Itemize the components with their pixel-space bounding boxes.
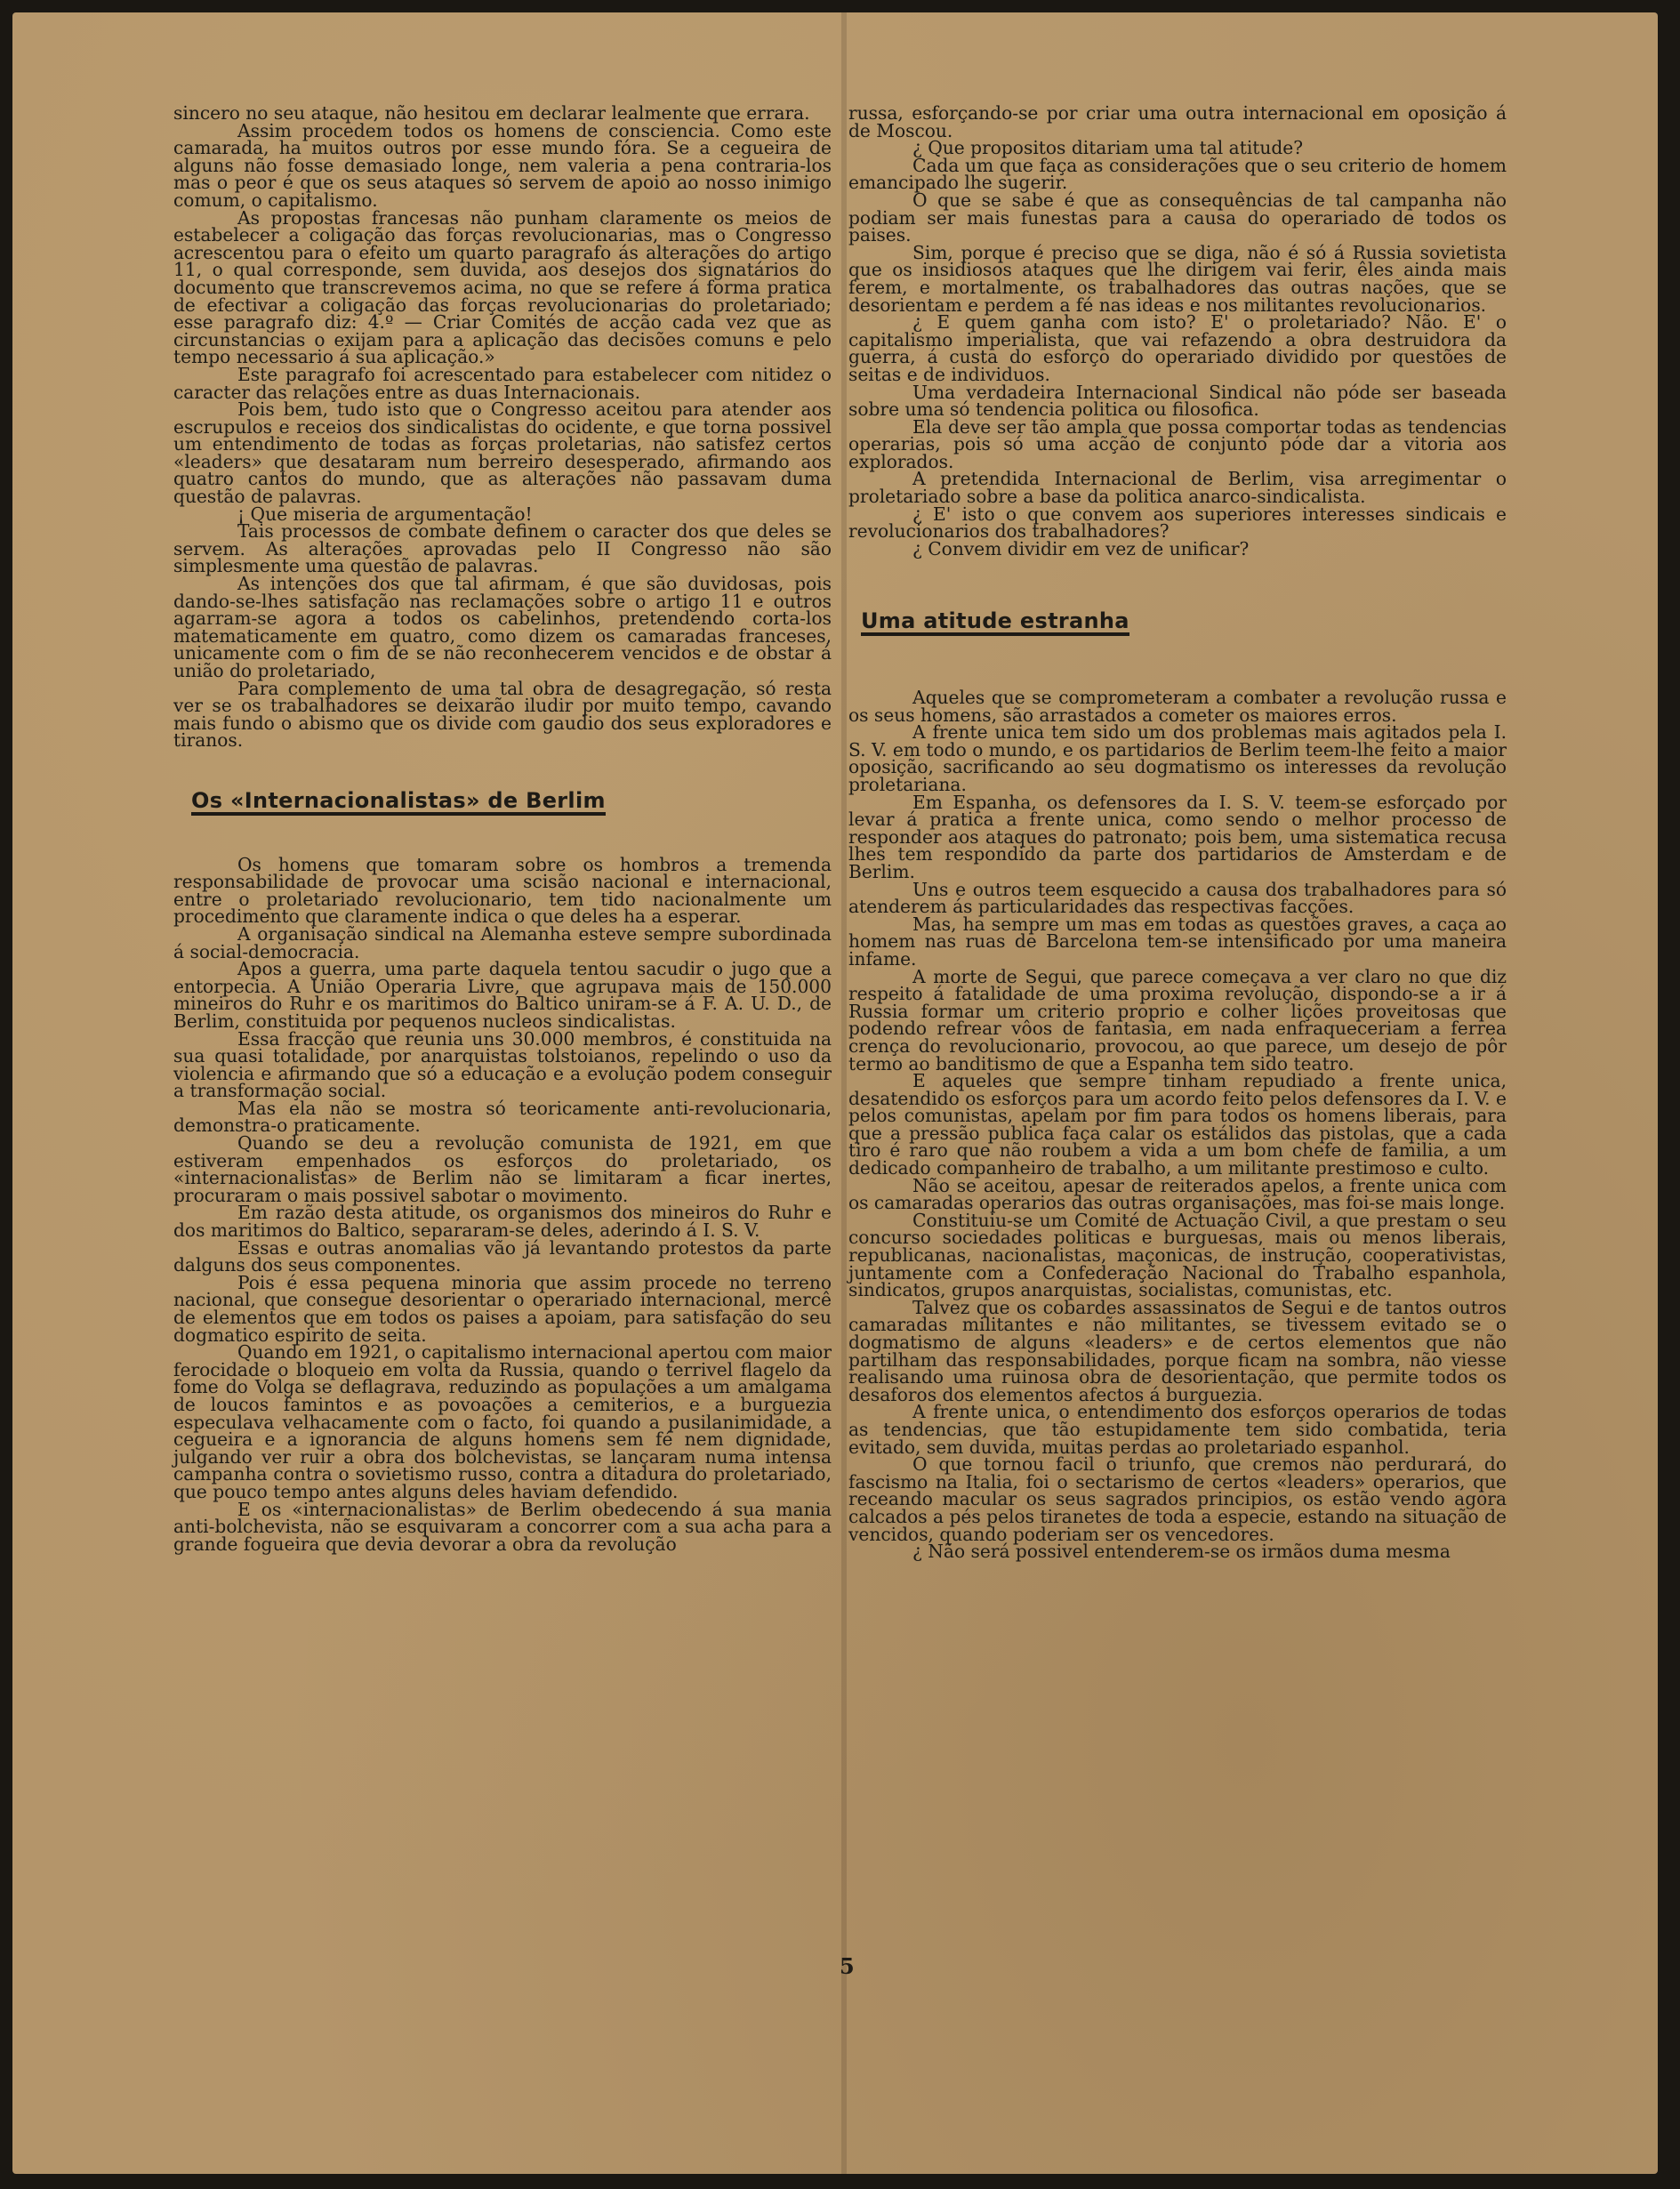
paragraph: Essa fracção que reunia uns 30.000 membros, é constituida na sua quasi totalidade, por anarquistas tolstoianos, repelindo o uso da violencia e afirmando que só a educação e a evolução podem conseguir a transformação social. — [173, 1027, 832, 1102]
paragraph: Tais processos de combate definem o caracter dos que deles se servem. As alterações aprovadas pelo II Congresso não são simplesmente uma questão de palavras. — [173, 520, 832, 577]
paragraph: A morte de Segui, que parece começava a ver claro no que diz respeito á fatalidade de uma proxima revolução, dispondo-se a ir á Russia formar um criterio proprio e colher lições proveitosas que podendo refrear vôos de fantasia, em nada enfraqueceriam a ferrea crença do revolucionario, provocou, ao que parece, um desejo de pôr termo ao banditismo de que a Espanha tem sido teatro. — [848, 965, 1507, 1074]
paragraph: E aqueles que sempre tinham repudiado a frente unica, desatendido os esforços para um acordo feito pelos defensores da I. V. e pelos comunistas, apelam por fim para todos os homens liberais, para que a pressão publica faça calar os estálidos das pistolas, que a cada tiro é raro que não roubem a vida a um bom chefe de familia, a um dedicado companheiro de trabalho, a um militante prestimoso e culto. — [848, 1070, 1507, 1179]
right-column — [848, 102, 1507, 1563]
left-bottom-paragraphs — [173, 853, 832, 1555]
paragraph: Este paragrafo foi acrescentado para estabelecer com nitidez o caracter das relações entre as duas Internacionais. — [173, 363, 832, 403]
paragraph: A pretendida Internacional de Berlim, visa arregimentar o proletariado sobre a base da politica anarco-sindicalista. — [848, 468, 1507, 508]
page-number: 5 — [840, 1953, 855, 1979]
paragraph: Mas ela não se mostra só teoricamente anti-revolucionaria, demonstra-o praticamente. — [173, 1097, 832, 1137]
paragraph: Quando em 1921, o capitalismo internacional apertou com maior ferocidade o bloqueio em volta da Russia, quando o terrivel flagelo da fome do Volga se deflagrava, reduzindo as populações a um amalgama de loucos famintos e as povoações a cemiterios, e a burguezia especulava velhacamente com o facto, foi quando a pusilanimidade, a cegueira e a ignorancia de alguns homens sem fé nem dignidade, julgando ver ruir a obra dos bolchevistas, se lançaram numa intensa campanha contra o sovietismo russo, contra a ditadura do proletariado, que pouco tempo antes alguns deles haviam defendido. — [173, 1341, 832, 1502]
paragraph: Pois é essa pequena minoria que assim procede no terreno nacional, que consegue desorientar o operariado internacional, mercê de elementos que em todos os paises a apoiam, para satisfação do seu dogmatico espirito de seita. — [173, 1271, 832, 1346]
right-heading-wrap — [848, 608, 1507, 636]
left-column — [173, 102, 832, 1555]
paragraph: Assim procedem todos os homens de consciencia. Como este camarada, ha muitos outros por esse mundo fóra. Se a cegueira de alguns não fosse demasiado longe, nem valeria a pena contraria-los mas o peor é que os seus ataques só servem de apoio ao nosso inimigo comum, o capitalismo. — [173, 119, 832, 211]
section-heading-berlim: Os «Internacionalistas» de Berlim — [191, 793, 606, 816]
paragraph: Não se aceitou, apesar de reiterados apelos, a frente unica com os camaradas operarios das outras organisações, mas foi-se mais longe. — [848, 1174, 1507, 1214]
paragraph: Talvez que os cobardes assassinatos de Segui e de tantos outros camaradas militantes e não militantes, se tivessem evitado se o dogmatismo de alguns «leaders» e de certos elementos que não partilham das responsabilidades, porque ficam na sombra, não viesse realisando uma ruinosa obra de desorientação, que permite todos os desaforos dos elementos afectos á burguezia. — [848, 1296, 1507, 1405]
paragraph: A frente unica, o entendimento dos esforços operarios de todas as tendencias, que tão estupidamente tem sido combatida, teria evitado, sem duvida, muitas perdas ao proletariado espanhol. — [848, 1401, 1507, 1458]
paragraph: Constituiu-se um Comité de Actuação Civil, a que prestam o seu concurso sociedades politicas e burguesas, mais ou menos liberais, republicanas, nacionalistas, maçonicas, de instrução, cooperativistas, juntamente com a Confederação Nacional do Trabalho espanhola, sindicatos, grupos anarquistas, socialistas, comunistas, etc. — [848, 1209, 1507, 1301]
left-heading-wrap — [173, 787, 832, 816]
left-top-paragraphs — [173, 102, 832, 752]
paragraph: E os «internacionalistas» de Berlim obedecendo á sua mania anti-bolchevista, não se esquivaram a concorrer com a sua acha para a grande fogueira que devia devorar a obra da revolução — [173, 1498, 832, 1555]
newspaper-page — [12, 12, 1658, 2174]
paragraph: Mas, ha sempre um mas em todas as questões graves, a caça ao homem nas ruas de Barcelona tem-se intensificado por uma maneira infame. — [848, 913, 1507, 970]
paragraph: A organisação sindical na Alemanha esteve sempre subordinada á social-democracia. — [173, 922, 832, 962]
paragraph: Uma verdadeira Internacional Sindical não póde ser baseada sobre uma só tendencia politica ou filosofica. — [848, 381, 1507, 421]
paragraph: Apos a guerra, uma parte daquela tentou sacudir o jugo que a entorpecia. A União Operaria Livre, que agrupava mais de 150.000 mineiros do Ruhr e os maritimos do Baltico uniram-se á F. A. U. D., de Berlim, constituida por pequenos nucleos sindicalistas. — [173, 958, 832, 1032]
paragraph: A frente unica tem sido um dos problemas mais agitados pela I. S. V. em todo o mundo, e os partidarios de Berlim teem-lhe feito a maior oposição, sacrificando ao seu dogmatismo os interesses da revolução proletariana. — [848, 721, 1507, 795]
page-fold — [841, 12, 847, 2174]
paragraph: ¿ Não será possivel entenderem-se os irmãos duma mesma — [912, 1541, 1451, 1563]
paragraph: As intenções dos que tal afirmam, é que são duvidosas, pois dando-se-lhes satisfação nas reclamações sobre o artigo 11 e outros agarram-se agora a todos os cabelinhos, pretendendo corta-los matematicamente em quatro, como dizem os camaradas franceses, unicamente com o fim de se não reconhecerem vencidos e de obstar á união do proletariado, — [173, 573, 832, 681]
paragraph: Aqueles que se comprometeram a combater a revolução russa e os seus homens, são arrastados a cometer os maiores erros. — [848, 687, 1507, 726]
paragraph: Pois bem, tudo isto que o Congresso aceitou para atender aos escrupulos e receios dos sindicalistas do ocidente, e que torna possivel um entendimento de todas as forças proletarias, não satisfez certos «leaders» que desataram num berreiro desesperado, afirmando aos quatro cantos do mundo, que as alterações não passavam duma questão de palavras. — [173, 398, 832, 508]
paragraph: ¿ E' isto o que convem aos superiores interesses sindicais e revolucionarios dos trabalhadores? — [848, 503, 1507, 543]
paragraph: Essas e outras anomalias vão já levantando protestos da parte dalguns dos seus componentes. — [173, 1236, 832, 1276]
paragraph: Em razão desta atitude, os organismos dos mineiros do Ruhr e dos maritimos do Baltico, separaram-se deles, aderindo á I. S. V. — [173, 1202, 832, 1242]
paragraph: As propostas francesas não punham claramente os meios de estabelecer a coligação das forças revolucionarias, mas o Congresso acrescentou para o efeito um quarto paragrafo ás alterações do artigo 11, o qual corresponde, sem duvida, aos desejos dos signatários do documento que transcrevemos acima, no que se refere á forma pratica de efectivar a coligação das forças revolucionarias do proletariado; esse paragrafo diz: 4.º — Criar Comités de acção cada vez que as circunstancias o exijam para a aplicação das decisões comuns e pelo tempo necessario á sua aplicação.» — [173, 206, 832, 368]
paragraph: Ela deve ser tão ampla que possa comportar todas as tendencias operarias, pois só uma acção de conjunto póde dar a vitoria aos explorados. — [848, 415, 1507, 472]
paragraph: Os homens que tomaram sobre os hombros a tremenda responsabilidade de provocar uma scisão nacional e internacional, entre o proletariado revolucionario, tem tido nacionalmente um procedimento que claramente indica o que deles ha a esperar. — [173, 853, 832, 928]
paragraph: Em Espanha, os defensores da I. S. V. teem-se esforçado por levar á pratica a frente unica, como sendo o melhor processo de responder aos ataques do patronato; pois bem, uma sistematica recusa lhes tem respondido da parte dos partidarios de Amsterdam e de Berlim. — [848, 791, 1507, 882]
paragraph: ¿ Que propositos ditariam uma tal atitude? — [912, 137, 1304, 159]
right-bottom-paragraphs — [848, 689, 1507, 1561]
paragraph: Quando se deu a revolução comunista de 1921, em que estiveram empenhados os esforços do proletariado, os «internacionalistas» de Berlim não se limitaram a ficar inertes, procuraram o mais possivel sabotar o movimento. — [173, 1132, 832, 1206]
paragraph: Para complemento de uma tal obra de desagregação, só resta ver se os trabalhadores se deixarão iludir por muito tempo, cavando mais fundo o abismo que os divide com gaudio dos seus exploradores e tiranos. — [173, 677, 832, 752]
paragraph: sincero no seu ataque, não hesitou em declarar lealmente que errara. — [173, 102, 810, 124]
paragraph: russa, esforçando-se por criar uma outra internacional em oposição á de Moscou. — [848, 102, 1507, 141]
paragraph: O que se sabe é que as consequências de tal campanha não podiam ser mais funestas para a causa do operariado de todos os paises. — [848, 189, 1507, 246]
paragraph: Cada um que faça as considerações que o seu criterio de homem emancipado lhe sugerir. — [848, 154, 1507, 194]
paragraph: Sim, porque é preciso que se diga, não é só á Russia sovietista que os insidiosos ataques que lhe dirigem vai ferir, êles ainda mais ferem, e mortalmente, os trabalhadores das outras nações, que se desorientam e perdem a fé nas ideas e nos militantes revolucionarios. — [848, 241, 1507, 316]
section-heading-atitude-estranha: Uma atitude estranha — [861, 613, 1129, 636]
paragraph: ¿ E quem ganha com isto? E' o proletariado? Não. E' o capitalismo imperialista, que vai refazendo a obra destruidora da guerra, á custa do esforço do operariado dividido por questões de seitas e de individuos. — [848, 311, 1507, 385]
paragraph: O que tornou facil o triunfo, que cremos não perdurará, do fascismo na Italia, foi o sectarismo de certos «leaders» operarios, que receando macular os seus sagrados principios, os estão vendo agora calcados a pés pelos tiranetes de toda a especie, estando na situação de vencidos, quando poderiam ser os vencedores. — [848, 1453, 1507, 1545]
paragraph: ¿ Convem dividir em vez de unificar? — [912, 537, 1250, 559]
right-top-paragraphs — [848, 102, 1507, 559]
paragraph: Uns e outros teem esquecido a causa dos trabalhadores para só atenderem ás particularidades das respectivas facções. — [848, 878, 1507, 918]
paragraph: ¡ Que miseria de argumentação! — [237, 503, 533, 525]
